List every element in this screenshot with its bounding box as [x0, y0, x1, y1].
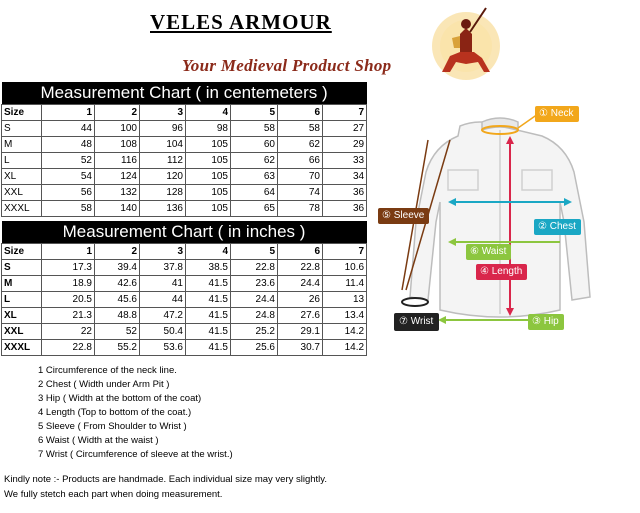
- table-row: [2, 121, 367, 137]
- table-cell: 128: [140, 185, 186, 201]
- table-cell: 55.2: [95, 340, 140, 356]
- label-chest: ② Chest: [534, 219, 581, 235]
- table-cell: 41.5: [186, 340, 231, 356]
- table-cell: 4: [186, 244, 231, 260]
- table-header-row: [2, 105, 367, 121]
- label-waist: ⑥ Waist: [466, 244, 511, 260]
- table-cell: 74: [278, 185, 323, 201]
- table-cell: 105: [186, 153, 231, 169]
- size-cell: M: [2, 137, 42, 153]
- table-cell: 60: [231, 137, 278, 153]
- table-cell: 14.2: [323, 324, 367, 340]
- table-row: [2, 185, 367, 201]
- table-cell: 64: [231, 185, 278, 201]
- kindly-note-line: Kindly note :- Products are handmade. Each individual size may very slightly.: [4, 474, 327, 485]
- table-cell: 63: [231, 169, 278, 185]
- table-cell: 116: [95, 153, 140, 169]
- size-cell: S: [2, 260, 42, 276]
- table-cell: 65: [231, 201, 278, 217]
- size-cell: XXL: [2, 324, 42, 340]
- table-cell: 108: [95, 137, 140, 153]
- size-cell: S: [2, 121, 42, 137]
- table-cell: 34: [323, 169, 367, 185]
- table-cell: 53.6: [140, 340, 186, 356]
- size-cell: L: [2, 153, 42, 169]
- size-cell: M: [2, 276, 42, 292]
- note-item: 1 Circumference of the neck line.: [38, 365, 177, 376]
- table-cell: 33: [323, 153, 367, 169]
- table-cell: 22: [42, 324, 95, 340]
- table-cell: 42.6: [95, 276, 140, 292]
- table-cell: 52: [95, 324, 140, 340]
- label-neck: ① Neck: [535, 106, 579, 122]
- table-cell: 26: [278, 292, 323, 308]
- table-cell: 41.5: [186, 292, 231, 308]
- table-cell: 6: [278, 105, 323, 121]
- table-cell: 7: [323, 105, 367, 121]
- size-cell: XXXL: [2, 201, 42, 217]
- note-item: 4 Length (Top to bottom of the coat.): [38, 407, 192, 418]
- label-wrist: ⑦ Wrist: [394, 313, 439, 331]
- table-cell: 41.5: [186, 308, 231, 324]
- table-cell: 58: [42, 201, 95, 217]
- table-cell: 78: [278, 201, 323, 217]
- table-cell: 14.2: [323, 340, 367, 356]
- table-row: [2, 324, 367, 340]
- measurement-notes: [38, 364, 233, 462]
- size-cell: XL: [2, 169, 42, 185]
- table-header-row: [2, 244, 367, 260]
- table-row: [2, 137, 367, 153]
- table-row: [2, 201, 367, 217]
- table-cell: 10.6: [323, 260, 367, 276]
- table-cell: 30.7: [278, 340, 323, 356]
- table-cell: 11.4: [323, 276, 367, 292]
- inch-table-title: Measurement Chart ( in inches ): [2, 221, 367, 244]
- table-cell: 100: [95, 121, 140, 137]
- table-cell: 52: [42, 153, 95, 169]
- table-cell: 66: [278, 153, 323, 169]
- table-row: [2, 169, 367, 185]
- kindly-note-line: We fully stetch each part when doing measurement.: [4, 489, 223, 500]
- inch-measurement-table: [1, 221, 367, 356]
- table-cell: 4: [186, 105, 231, 121]
- table-cell: 105: [186, 185, 231, 201]
- kindly-note: [4, 472, 327, 502]
- table-cell: 3: [140, 244, 186, 260]
- table-cell: 25.2: [231, 324, 278, 340]
- label-length: ④ Length: [476, 264, 527, 280]
- table-cell: 136: [140, 201, 186, 217]
- cm-measurement-table: [1, 82, 367, 217]
- table-cell: 24.4: [278, 276, 323, 292]
- table-cell: 62: [278, 137, 323, 153]
- table-cell: 2: [95, 105, 140, 121]
- table-cell: 70: [278, 169, 323, 185]
- shirt-diagram: [370, 92, 640, 342]
- size-cell: Size: [2, 244, 42, 260]
- table-row: [2, 260, 367, 276]
- table-cell: 13: [323, 292, 367, 308]
- table-cell: 50.4: [140, 324, 186, 340]
- table-cell: 7: [323, 244, 367, 260]
- table-cell: 105: [186, 169, 231, 185]
- table-cell: 104: [140, 137, 186, 153]
- table-cell: 23.6: [231, 276, 278, 292]
- table-cell: 1: [42, 244, 95, 260]
- table-cell: 41.5: [186, 276, 231, 292]
- table-cell: 27.6: [278, 308, 323, 324]
- table-cell: 98: [186, 121, 231, 137]
- table-cell: 41: [140, 276, 186, 292]
- brand-tagline: Your Medieval Product Shop: [182, 56, 392, 75]
- table-cell: 38.5: [186, 260, 231, 276]
- table-cell: 56: [42, 185, 95, 201]
- table-cell: 21.3: [42, 308, 95, 324]
- size-cell: Size: [2, 105, 42, 121]
- note-item: 2 Chest ( Width under Arm Pit ): [38, 379, 170, 390]
- table-cell: 120: [140, 169, 186, 185]
- table-cell: 58: [278, 121, 323, 137]
- table-row: [2, 308, 367, 324]
- table-cell: 29: [323, 137, 367, 153]
- shirt-outline-icon: [410, 118, 590, 317]
- table-cell: 1: [42, 105, 95, 121]
- table-row: [2, 340, 367, 356]
- table-cell: 36: [323, 201, 367, 217]
- table-cell: 6: [278, 244, 323, 260]
- table-cell: 29.1: [278, 324, 323, 340]
- knight-logo-icon: [430, 2, 502, 84]
- table-cell: 22.8: [231, 260, 278, 276]
- table-cell: 17.3: [42, 260, 95, 276]
- table-cell: 105: [186, 137, 231, 153]
- table-cell: 112: [140, 153, 186, 169]
- table-cell: 140: [95, 201, 140, 217]
- note-item: 7 Wrist ( Circumference of sleeve at the wrist.): [38, 449, 233, 460]
- table-row: [2, 276, 367, 292]
- table-row: [2, 153, 367, 169]
- table-cell: 13.4: [323, 308, 367, 324]
- size-cell: XXL: [2, 185, 42, 201]
- table-cell: 105: [186, 201, 231, 217]
- table-cell: 39.4: [95, 260, 140, 276]
- table-cell: 96: [140, 121, 186, 137]
- table-cell: 48.8: [95, 308, 140, 324]
- table-cell: 18.9: [42, 276, 95, 292]
- note-item: 3 Hip ( Width at the bottom of the coat): [38, 393, 202, 404]
- note-item: 5 Sleeve ( From Shoulder to Wrist ): [38, 421, 187, 432]
- table-cell: 5: [231, 105, 278, 121]
- table-cell: 44: [42, 121, 95, 137]
- table-cell: 62: [231, 153, 278, 169]
- note-item: 6 Waist ( Width at the waist ): [38, 435, 159, 446]
- label-hip: ③ Hip: [528, 314, 564, 330]
- brand-name: VELES ARMOUR: [150, 10, 332, 34]
- table-row: [2, 292, 367, 308]
- table-cell: 47.2: [140, 308, 186, 324]
- table-cell: 58: [231, 121, 278, 137]
- table-cell: 44: [140, 292, 186, 308]
- size-cell: XL: [2, 308, 42, 324]
- table-cell: 124: [95, 169, 140, 185]
- table-cell: 54: [42, 169, 95, 185]
- table-cell: 22.8: [42, 340, 95, 356]
- table-cell: 132: [95, 185, 140, 201]
- size-cell: L: [2, 292, 42, 308]
- table-cell: 24.4: [231, 292, 278, 308]
- table-cell: 3: [140, 105, 186, 121]
- cm-table-title: Measurement Chart ( in centemeters ): [2, 82, 367, 105]
- table-cell: 27: [323, 121, 367, 137]
- table-cell: 22.8: [278, 260, 323, 276]
- table-cell: 2: [95, 244, 140, 260]
- table-cell: 48: [42, 137, 95, 153]
- table-cell: 24.8: [231, 308, 278, 324]
- table-cell: 41.5: [186, 324, 231, 340]
- label-sleeve: ⑤ Sleeve: [378, 208, 429, 224]
- table-cell: 5: [231, 244, 278, 260]
- table-cell: 20.5: [42, 292, 95, 308]
- size-cell: XXXL: [2, 340, 42, 356]
- table-cell: 45.6: [95, 292, 140, 308]
- table-cell: 25.6: [231, 340, 278, 356]
- table-cell: 36: [323, 185, 367, 201]
- table-cell: 37.8: [140, 260, 186, 276]
